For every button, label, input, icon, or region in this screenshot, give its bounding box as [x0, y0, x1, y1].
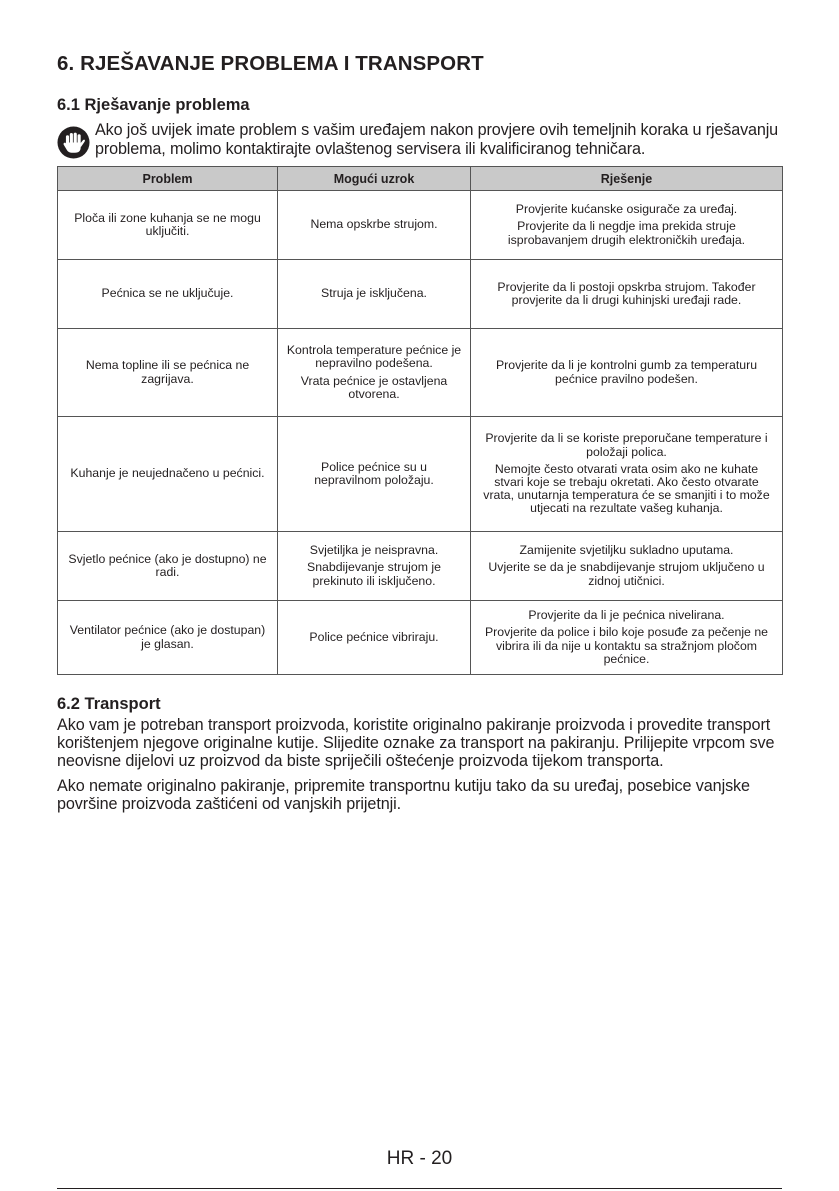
table-header-row [58, 167, 783, 191]
cause-cell [278, 191, 471, 260]
solution-text: Provjerite da li je pećnica nivelirana. [528, 608, 725, 623]
transport-paragraph: Ako nemate originalno pakiranje, pripremite transportnu kutiju tako da su uređaj, posebice vanjske površine proizvoda zaštićeni od vanjskih prijetnji. [57, 777, 750, 813]
table-row [58, 260, 783, 329]
cause-cell [278, 417, 471, 532]
transport-body [57, 716, 782, 820]
solution-text: Nemojte često otvarati vrata osim ako ne kuhate stvari koje se trebaju okretati. Ako često otvarate vrata, unutarnja temperatura će se smanjiti i to može utjecati na rezultate vašeg kuhanja. [483, 461, 770, 516]
transport-heading: 6.2 Transport [57, 695, 161, 713]
solution-cell [471, 601, 783, 675]
cause-text: Nema opskrbe strujom. [310, 217, 438, 232]
page-number: HR - 20 [386, 1148, 453, 1169]
table-row [58, 532, 783, 601]
cause-cell [278, 260, 471, 329]
problem-cell: Pećnica se ne uključuje. [58, 260, 278, 329]
solution-text: Provjerite da li negdje ima prekida struje isprobavanjem drugih elektroničkih uređaja. [507, 219, 746, 247]
warning-text: Ako još uvijek imate problem s vašim uređajem nakon provjere ovih temeljnih koraka u rješavanju problema, molimo kontaktirajte ovlaštenog servisera ili kvalificiranog tehničara. [95, 121, 779, 158]
solution-cell [471, 260, 783, 329]
problem-cell: Ventilator pećnice (ako je dostupan) je glasan. [58, 601, 278, 675]
cause-text: Svjetiljka je neispravna. [309, 543, 439, 558]
problem-cell: Nema topline ili se pećnica ne zagrijava. [58, 329, 278, 417]
cause-text: Vrata pećnice je ostavljena otvorena. [300, 373, 448, 401]
solution-cell [471, 329, 783, 417]
solution-text: Provjerite da li se koriste preporučane temperature i položaji polica. [485, 431, 768, 459]
table-row [58, 191, 783, 260]
cause-text: Police pećnice su u nepravilnom položaju. [314, 459, 434, 487]
cause-text: Police pećnice vibriraju. [309, 629, 439, 644]
problem-cell: Ploča ili zone kuhanja se ne mogu uključiti. [58, 191, 278, 260]
troubleshooting-heading: 6.1 Rješavanje problema [57, 96, 250, 114]
table-row [58, 601, 783, 675]
solution-cell [471, 191, 783, 260]
solution-text: Zamijenite svjetiljku sukladno uputama. [519, 543, 734, 558]
cause-text: Kontrola temperature pećnice je nepravilno podešena. [286, 343, 462, 371]
problem-cell: Svjetlo pećnice (ako je dostupno) ne radi. [58, 532, 278, 601]
warning-note [57, 121, 782, 159]
solution-cell [471, 417, 783, 532]
section-title: 6. RJEŠAVANJE PROBLEMA I TRANSPORT [57, 52, 484, 75]
solution-text: Uvjerite se da je snabdijevanje strujom uključeno u zidnoj utičnici. [488, 560, 765, 588]
header-problem: Problem [58, 167, 278, 191]
header-solution: Rješenje [471, 167, 783, 191]
solution-text: Provjerite da police i bilo koje posuđe za pečenje ne vibrira ili da nije u kontaktu sa stražnjom pločom pećnice. [484, 625, 768, 666]
solution-text: Provjerite kućanske osigurače za uređaj. [515, 202, 738, 217]
cause-cell [278, 329, 471, 417]
transport-paragraph: Ako vam je potreban transport proizvoda, koristite originalno pakiranje proizvoda i provedite transport korištenjem njegove originalne kutije. Slijedite oznake za transport na pakiranju. Prilijepite vrpcom sve neovisne dijelovi uz proizvod da biste spriječili oštećenje proizvoda tijekom transporta. [57, 716, 775, 770]
table-row [58, 417, 783, 532]
solution-text: Provjerite da li je kontrolni gumb za temperaturu pećnice pravilno podešen. [495, 358, 758, 386]
troubleshooting-table [57, 166, 783, 675]
footer-divider [57, 1188, 782, 1189]
table-row [58, 329, 783, 417]
solution-text: Provjerite da li postoji opskrba strujom. Također provjerite da li drugi kuhinjski uređaji rade. [497, 279, 756, 307]
problem-cell: Kuhanje je neujednačeno u pećnici. [58, 417, 278, 532]
warning-hand-icon [57, 126, 90, 159]
cause-cell [278, 601, 471, 675]
header-cause: Mogući uzrok [278, 167, 471, 191]
cause-text: Snabdijevanje strujom je prekinuto ili isključeno. [307, 560, 441, 588]
solution-cell [471, 532, 783, 601]
cause-text: Struja je isključena. [321, 286, 427, 301]
cause-cell [278, 532, 471, 601]
